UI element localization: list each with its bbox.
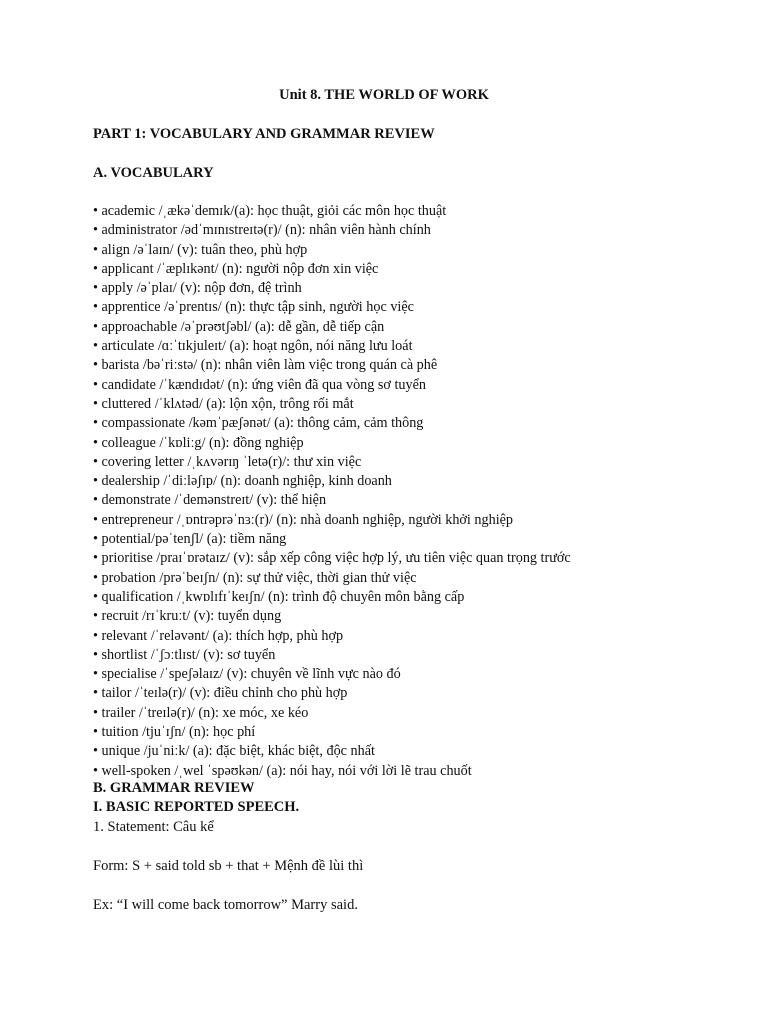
list-item: • probation /prəˈbeɪʃn/ (n): sự thử việc, thời gian thử việc <box>93 569 417 586</box>
list-item: • candidate /ˈkændɪdət/ (n): ứng viên đã qua vòng sơ tuyển <box>93 376 426 393</box>
statement-line: 1. Statement: Câu kể <box>93 818 214 835</box>
list-item: • recruit /rɪˈkruːt/ (v): tuyển dụng <box>93 608 282 625</box>
list-item: • specialise /ˈspeʃəlaɪz/ (v): chuyên về lĩnh vực nào đó <box>93 666 401 683</box>
example-line: Ex: “I will come back tomorrow” Marry said. <box>93 897 358 913</box>
list-item: • administrator /ədˈmɪnɪstreɪtə(r)/ (n): nhân viên hành chính <box>93 222 431 239</box>
list-item: • colleague /ˈkɒliːg/ (n): đồng nghiệp <box>93 434 304 451</box>
list-item: • dealership /ˈdiːləʃɪp/ (n): doanh nghiệp, kinh doanh <box>93 473 392 490</box>
list-item: • trailer /ˈtreɪlə(r)/ (n): xe móc, xe kéo <box>93 704 309 721</box>
list-item: • potential/pəˈtenʃl/ (a): tiềm năng <box>93 531 287 548</box>
grammar-section <box>93 779 299 837</box>
list-item: • well-spoken /ˌwel ˈspəʊkən/ (a): nói hay, nói với lời lẽ trau chuốt <box>93 762 472 779</box>
list-item: • demonstrate /ˈdemənstreɪt/ (v): thể hiện <box>93 492 327 509</box>
section-grammar-heading: B. GRAMMAR REVIEW <box>93 780 255 796</box>
list-item: • barista /bəˈriːstə/ (n): nhân viên làm việc trong quán cà phê <box>93 357 438 374</box>
unit-title: Unit 8. THE WORLD OF WORK <box>279 87 489 103</box>
list-item: • applicant /ˈæplɪkənt/ (n): người nộp đơn xin việc <box>93 260 379 277</box>
list-item: • compassionate /kəmˈpæʃənət/ (a): thông cảm, cảm thông <box>93 415 424 432</box>
list-item: • unique /juˈniːk/ (a): đặc biệt, khác biệt, độc nhất <box>93 743 375 760</box>
list-item: • tuition /tjuˈɪʃn/ (n): học phí <box>93 724 256 741</box>
list-item: • qualification /ˌkwɒlɪfɪˈkeɪʃn/ (n): trình độ chuyên môn bằng cấp <box>93 588 465 605</box>
list-item: • shortlist /ˈʃɔːtlɪst/ (v): sơ tuyển <box>93 646 276 663</box>
list-item: • entrepreneur /ˌɒntrəprəˈnɜː(r)/ (n): nhà doanh nghiệp, người khởi nghiệp <box>93 511 514 528</box>
list-item: • apprentice /əˈprentɪs/ (n): thực tập sinh, người học việc <box>93 299 414 316</box>
list-item: • academic /ˌækəˈdemɪk/(a): học thuật, giỏi các môn học thuật <box>93 203 447 219</box>
list-item: • covering letter /ˌkʌvərɪŋ ˈletə(r)/: thư xin việc <box>93 453 362 470</box>
list-item: • prioritise /praɪˈɒrətaɪz/ (v): sắp xếp công việc hợp lý, ưu tiên việc quan trọng trước <box>93 550 571 567</box>
reported-speech-heading: I. BASIC REPORTED SPEECH. <box>93 799 300 816</box>
vocabulary-list <box>93 202 571 781</box>
section-vocabulary-heading: A. VOCABULARY <box>93 165 214 181</box>
list-item: • approachable /əˈprəʊtʃəbl/ (a): dễ gần, dễ tiếp cận <box>93 318 385 335</box>
list-item: • relevant /ˈreləvənt/ (a): thích hợp, phù hợp <box>93 627 344 644</box>
form-line: Form: S + said told sb + that + Mệnh đề lùi thì <box>93 858 364 874</box>
list-item: • align /əˈlaɪn/ (v): tuân theo, phù hợp <box>93 241 308 258</box>
list-item: • tailor /ˈteɪlə(r)/ (v): điều chỉnh cho phù hợp <box>93 685 348 702</box>
list-item: • apply /əˈplaɪ/ (v): nộp đơn, đệ trình <box>93 280 302 297</box>
list-item: • articulate /ɑːˈtɪkjuleɪt/ (a): hoạt ngôn, nói năng lưu loát <box>93 338 413 355</box>
part-heading: PART 1: VOCABULARY AND GRAMMAR REVIEW <box>93 126 435 142</box>
list-item: • cluttered /ˈklʌtəd/ (a): lộn xộn, trông rối mắt <box>93 395 354 412</box>
